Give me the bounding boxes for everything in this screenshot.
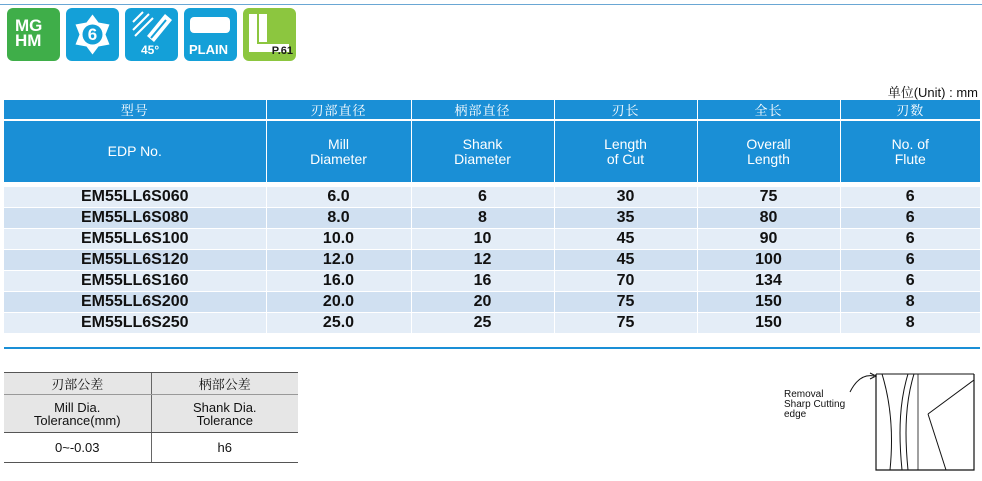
table-row — [4, 186, 980, 207]
tol-line1: Shank Dia. — [192, 399, 257, 415]
cell-flutes: 6 — [840, 207, 980, 228]
page-ref-label: P.61 — [271, 45, 293, 57]
diagram-label-line: Removal — [784, 389, 824, 400]
cell-flutes: 8 — [840, 312, 980, 333]
header-en-line2: Length — [747, 150, 790, 167]
cell-shank-dia: 8 — [411, 207, 554, 228]
header-en-edp-line1: EDP No. — [107, 143, 162, 159]
header-cn-mill-dia: 刃部直径 — [266, 100, 411, 120]
material-mg-hm-icon — [7, 8, 60, 61]
table-bottom-rule — [4, 347, 980, 349]
cell-flutes: 6 — [840, 249, 980, 270]
cell-oal: 150 — [697, 312, 840, 333]
diagram-label-line: edge — [784, 409, 807, 420]
header-en-mill-dia — [266, 120, 411, 182]
spec-icon-row — [7, 8, 296, 61]
cell-mill-dia: 20.0 — [266, 291, 411, 312]
top-rule — [0, 4, 982, 5]
header-en-line1: Mill — [328, 135, 349, 152]
cell-oal: 134 — [697, 270, 840, 291]
product-spec-table — [4, 100, 980, 334]
tol-header-en-shank — [151, 395, 298, 433]
diagram-label-line: Sharp Cutting — [784, 399, 846, 410]
cell-edp: EM55LL6S120 — [4, 249, 266, 270]
cell-oal: 90 — [697, 228, 840, 249]
header-en-line1: No. of — [891, 135, 929, 152]
tol-header-en-mill — [4, 395, 151, 433]
cell-loc: 30 — [554, 186, 697, 207]
tol-mill-value: 0~-0.03 — [4, 433, 151, 463]
tol-line1: Mill Dia. — [54, 399, 101, 415]
header-en-loc — [554, 120, 697, 182]
table-row — [4, 249, 980, 270]
mg-label: MG — [15, 16, 43, 35]
unit-label: 单位(Unit) : mm — [887, 85, 978, 100]
tol-shank-value: h6 — [151, 433, 298, 463]
table-row — [4, 312, 980, 333]
cell-oal: 150 — [697, 291, 840, 312]
header-row-en — [4, 120, 980, 182]
header-en-line2: Flute — [894, 150, 926, 167]
tolerance-table — [4, 372, 298, 463]
cell-shank-dia: 10 — [411, 228, 554, 249]
header-en-line1: Overall — [746, 135, 791, 152]
cell-loc: 35 — [554, 207, 697, 228]
tolerance-values-row — [4, 433, 298, 463]
helix-angle-icon — [125, 8, 178, 61]
cell-mill-dia: 6.0 — [266, 186, 411, 207]
flute-count: 6 — [87, 25, 98, 44]
tol-header-cn-shank: 柄部公差 — [151, 373, 298, 395]
plain-shank-icon — [184, 8, 237, 61]
cell-edp: EM55LL6S160 — [4, 270, 266, 291]
header-cn-loc: 刃长 — [554, 100, 697, 120]
tol-header-cn-mill: 刃部公差 — [4, 373, 151, 395]
header-row-cn — [4, 100, 980, 120]
table-row — [4, 270, 980, 291]
cell-edp: EM55LL6S200 — [4, 291, 266, 312]
cell-edp: EM55LL6S080 — [4, 207, 266, 228]
cell-shank-dia: 16 — [411, 270, 554, 291]
cell-flutes: 6 — [840, 228, 980, 249]
cell-shank-dia: 12 — [411, 249, 554, 270]
cell-loc: 75 — [554, 312, 697, 333]
header-en-line2: Diameter — [454, 150, 511, 167]
cell-loc: 70 — [554, 270, 697, 291]
header-en-line2: Diameter — [310, 150, 367, 167]
cell-mill-dia: 25.0 — [266, 312, 411, 333]
cell-loc: 45 — [554, 228, 697, 249]
cell-oal: 80 — [697, 207, 840, 228]
header-cn-shank-dia: 柄部直径 — [411, 100, 554, 120]
six-flute-icon — [66, 8, 119, 61]
header-en-oal — [697, 120, 840, 182]
helix-angle-label: 45° — [141, 43, 160, 57]
header-cn-model: 型号 — [4, 100, 266, 120]
header-en-flutes — [840, 120, 980, 182]
header-en-line1: Shank — [462, 135, 503, 152]
hm-label: HM — [15, 31, 42, 50]
plain-label: PLAIN — [189, 42, 228, 57]
cell-oal: 100 — [697, 249, 840, 270]
cell-oal: 75 — [697, 186, 840, 207]
cell-loc: 75 — [554, 291, 697, 312]
long-length-icon — [243, 8, 296, 61]
tol-line2: Tolerance(mm) — [33, 412, 121, 428]
header-cn-flutes: 刃数 — [840, 100, 980, 120]
header-en-shank-dia — [411, 120, 554, 182]
tol-line2: Tolerance — [196, 412, 253, 428]
cell-mill-dia: 8.0 — [266, 207, 411, 228]
header-en-edp — [4, 120, 266, 182]
table-row — [4, 207, 980, 228]
cell-mill-dia: 10.0 — [266, 228, 411, 249]
table-row — [4, 228, 980, 249]
cell-mill-dia: 16.0 — [266, 270, 411, 291]
header-cn-oal: 全长 — [697, 100, 840, 120]
tolerance-header-cn — [4, 373, 298, 395]
header-en-line1: Length — [604, 135, 647, 152]
cell-flutes: 6 — [840, 186, 980, 207]
cell-loc: 45 — [554, 249, 697, 270]
cell-mill-dia: 12.0 — [266, 249, 411, 270]
cell-flutes: 8 — [840, 291, 980, 312]
cutting-edge-diagram — [778, 370, 978, 478]
cell-edp: EM55LL6S100 — [4, 228, 266, 249]
cell-shank-dia: 25 — [411, 312, 554, 333]
cell-edp: EM55LL6S250 — [4, 312, 266, 333]
cell-flutes: 6 — [840, 270, 980, 291]
table-row — [4, 291, 980, 312]
header-en-line2: of Cut — [606, 150, 645, 167]
cell-edp: EM55LL6S060 — [4, 186, 266, 207]
cell-shank-dia: 6 — [411, 186, 554, 207]
cell-shank-dia: 20 — [411, 291, 554, 312]
tolerance-header-en — [4, 395, 298, 433]
